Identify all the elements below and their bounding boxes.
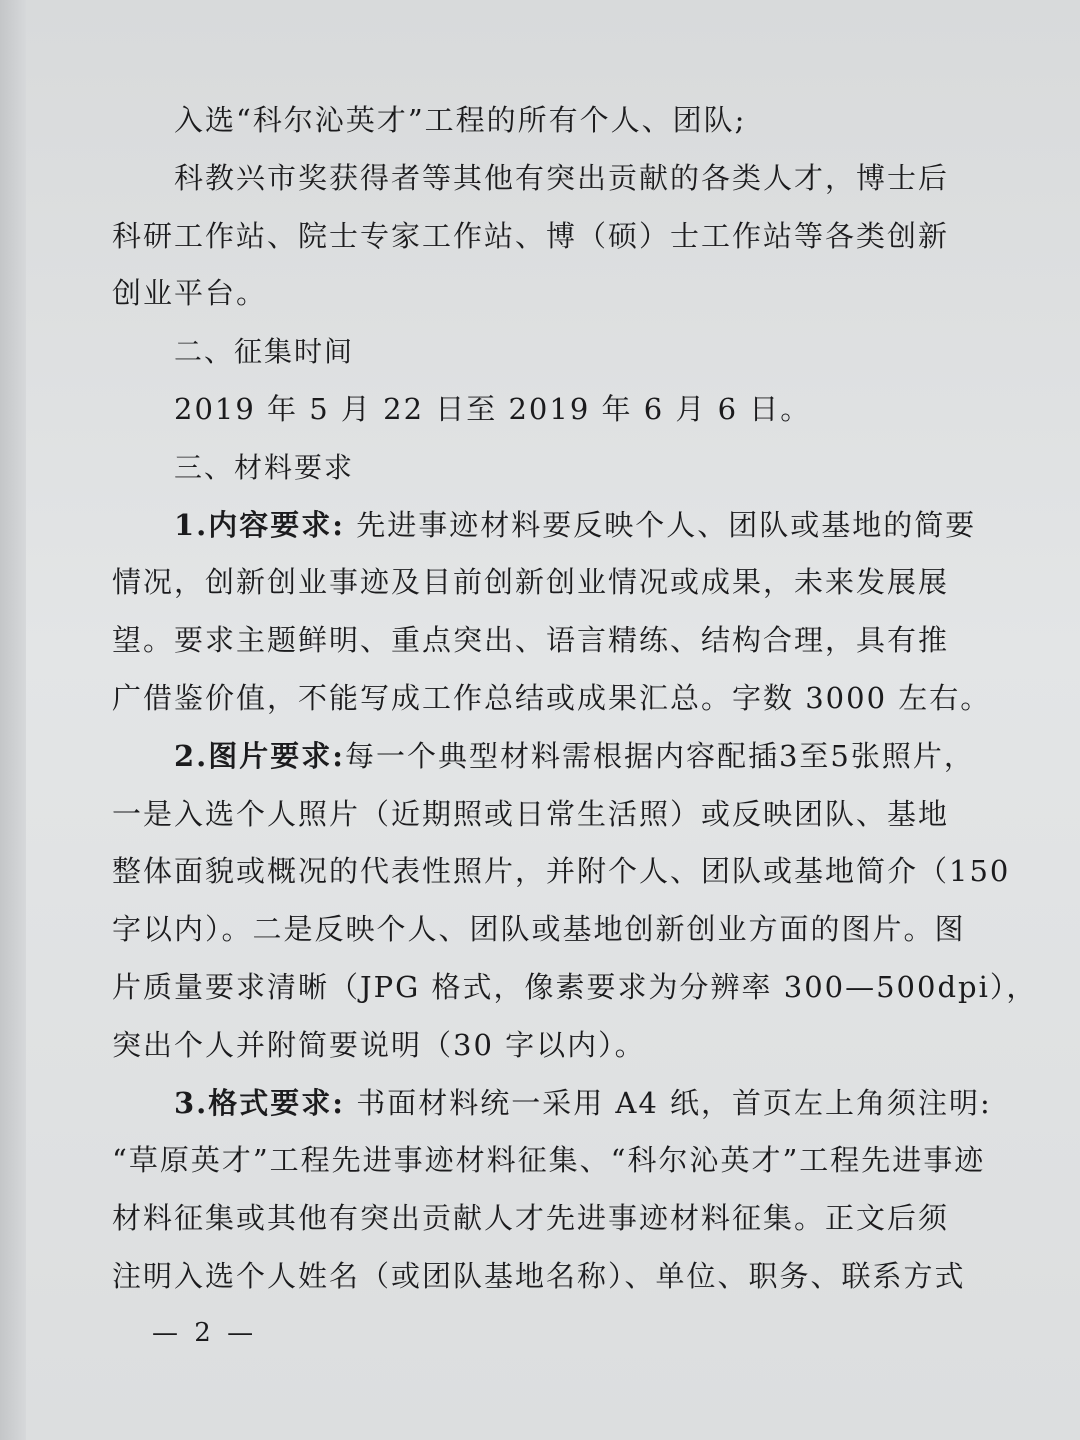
line-text: 每一个典型材料需根据内容配插3至5张照片，	[344, 738, 975, 773]
line-text: 情况，创新创业事迹及目前创新创业情况或成果，未来发展展	[112, 565, 950, 600]
line-text: 科研工作站、院士专家工作站、博（硕）士工作站等各类创新	[112, 218, 950, 253]
line-text: 书面材料统一采用 A4 纸，首页左上角须注明:	[344, 1085, 992, 1120]
line-text: 突出个人并附简要说明（30 字以内）。	[112, 1027, 646, 1062]
item-label: 3.格式要求:	[174, 1085, 345, 1120]
section-heading	[112, 439, 972, 497]
text-line	[112, 1190, 972, 1248]
text-line	[112, 381, 972, 439]
page-edge-shadow	[0, 0, 26, 1440]
text-line	[112, 843, 1011, 901]
item-label: 1.内容要求:	[174, 507, 345, 542]
line-text: 字以内）。二是反映个人、团队或基地创新创业方面的图片。图	[112, 912, 966, 947]
line-text: 广借鉴价值，不能写成工作总结或成果汇总。字数 3000 左右。	[112, 680, 992, 715]
text-line	[112, 554, 972, 612]
line-text: 科教兴市奖获得者等其他有突出贡献的各类人才，博士后	[174, 160, 950, 195]
text-line	[112, 1017, 972, 1075]
document-body	[112, 92, 1038, 1306]
line-text: 二、征集时间	[174, 335, 355, 369]
text-line	[112, 728, 975, 786]
line-text: 先进事迹材料要反映个人、团队或基地的简要	[344, 507, 977, 542]
line-text: 材料征集或其他有突出贡献人才先进事迹材料征集。正文后须	[112, 1201, 950, 1236]
text-line	[112, 150, 972, 208]
line-text: 片质量要求清晰（JPG 格式，像素要求为分辨率 300—500dpi），	[112, 969, 1038, 1004]
text-line	[112, 959, 1038, 1017]
text-line	[112, 92, 972, 150]
text-line	[112, 208, 972, 266]
text-line	[112, 901, 972, 959]
page-number: — 2 —	[152, 1318, 258, 1348]
line-text: 整体面貌或概况的代表性照片，并附个人、团队或基地简介（150	[112, 854, 1011, 889]
line-text: “草原英才”工程先进事迹材料征集、“科尔沁英才”工程先进事迹	[112, 1143, 986, 1178]
line-text: 望。要求主题鲜明、重点突出、语言精练、结构合理，具有推	[112, 623, 950, 658]
text-line	[112, 1248, 972, 1306]
text-line	[112, 786, 972, 844]
text-line	[112, 497, 977, 555]
line-text: 入选“科尔沁英才”工程的所有个人、团队;	[174, 103, 747, 137]
line-text: 创业平台。	[112, 276, 268, 311]
item-label: 2.图片要求:	[174, 738, 345, 773]
line-text: 三、材料要求	[174, 450, 355, 484]
text-line	[112, 265, 972, 323]
line-text: 2019 年 5 月 22 日至 2019 年 6 月 6 日。	[174, 391, 812, 426]
line-text: 注明入选个人姓名（或团队基地名称）、单位、职务、联系方式	[112, 1258, 966, 1293]
text-line	[112, 1132, 986, 1190]
text-line	[112, 612, 972, 670]
text-line	[112, 1075, 992, 1133]
line-text: 一是入选个人照片（近期照或日常生活照）或反映团队、基地	[112, 796, 950, 831]
section-heading	[112, 323, 972, 381]
text-line	[112, 670, 992, 728]
